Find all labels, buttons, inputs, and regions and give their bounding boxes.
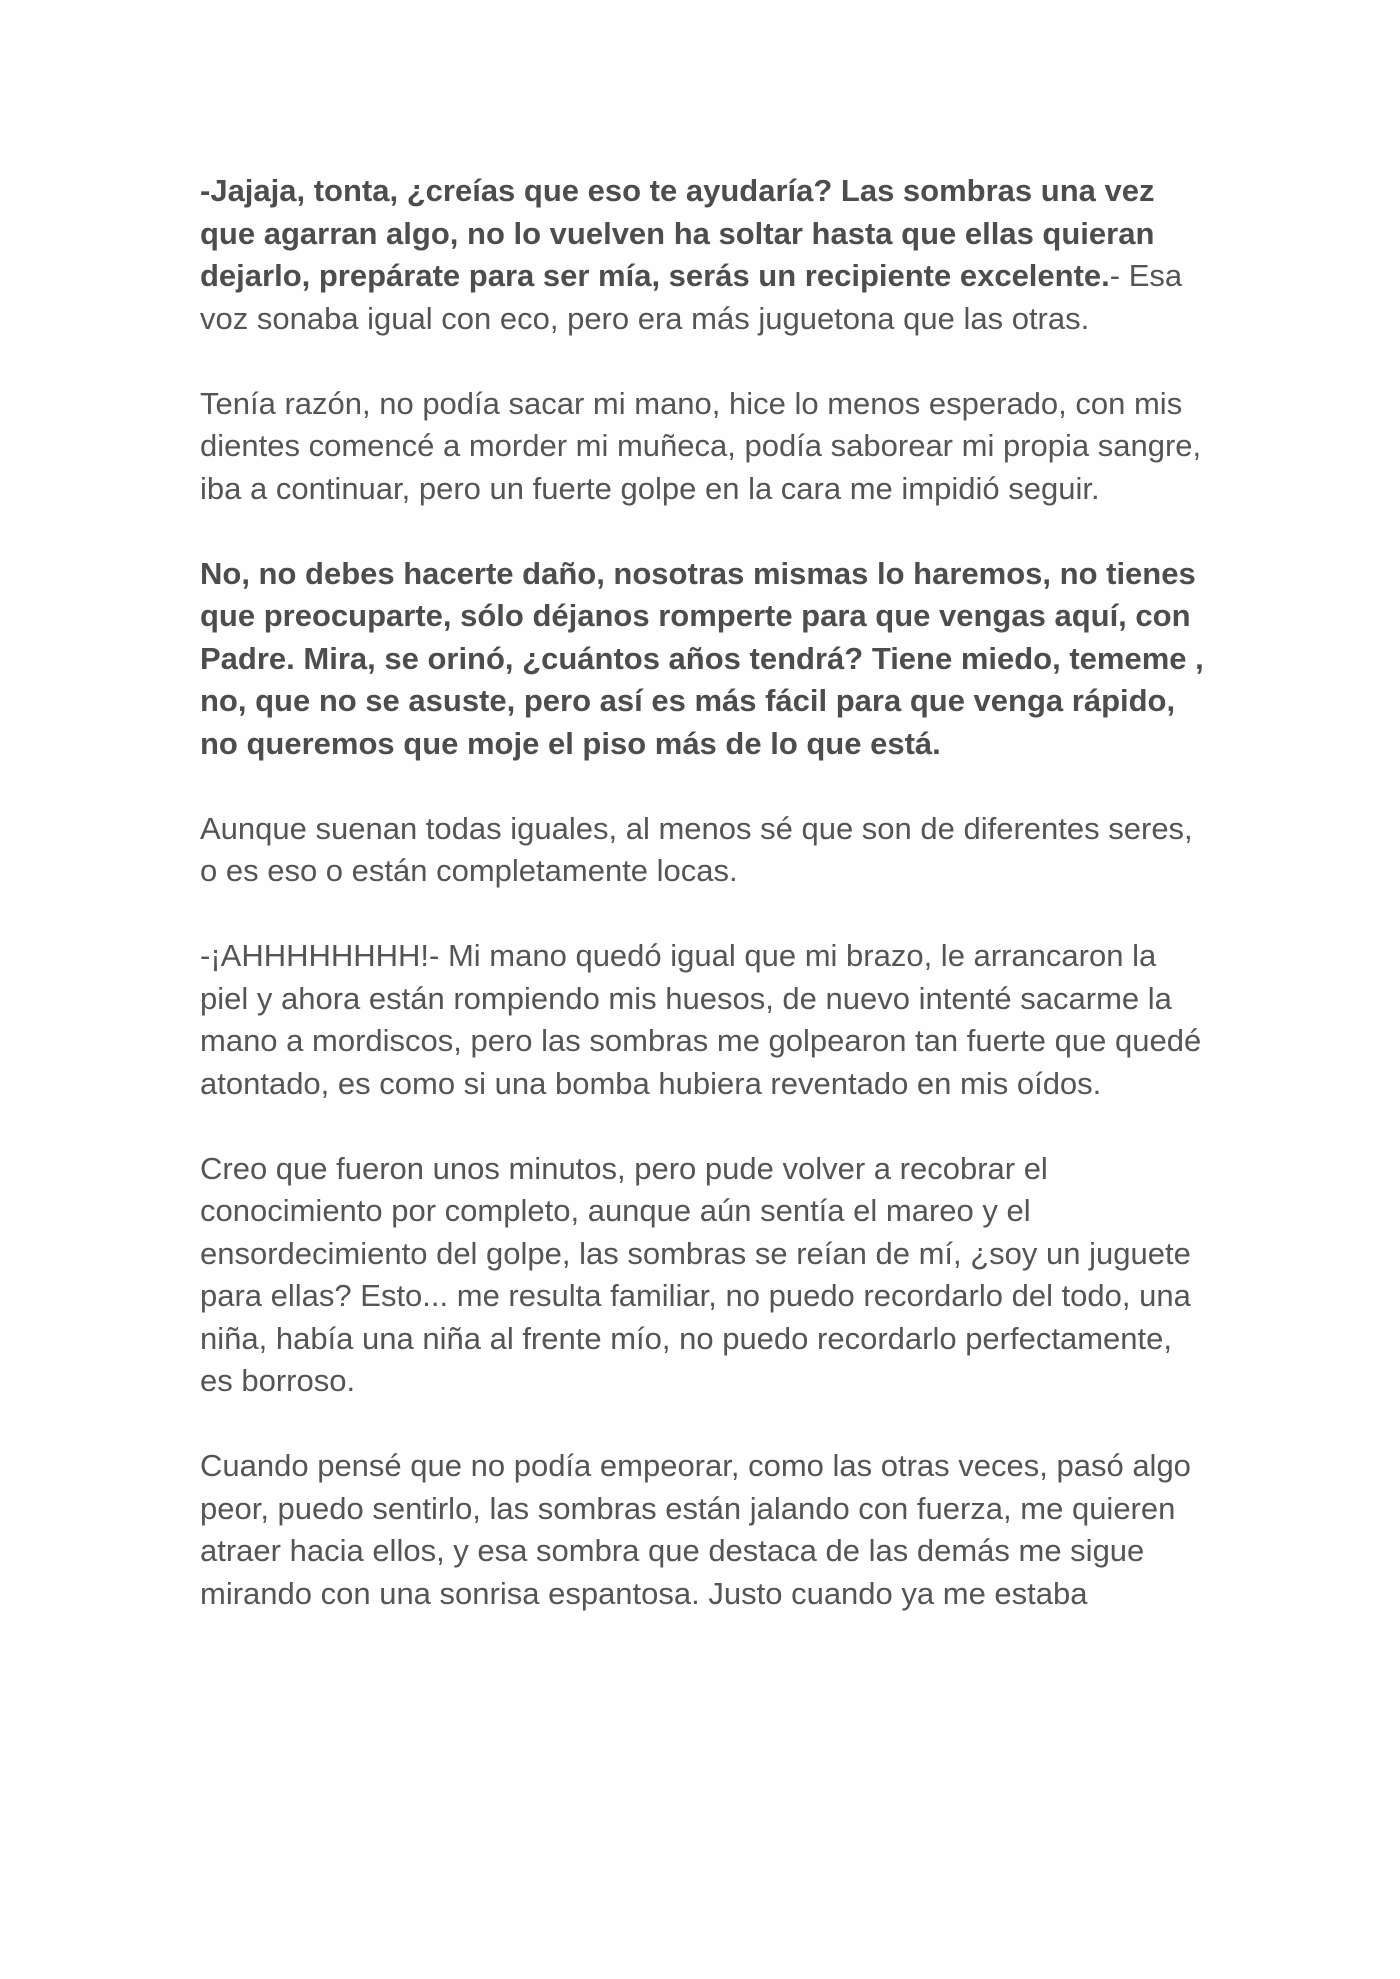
- paragraph-4: Aunque suenan todas iguales, al menos sé que son de diferentes seres, o es eso o están completamente locas.: [200, 810, 1193, 888]
- paragraph-2: Tenía razón, no podía sacar mi mano, hice lo menos esperado, con mis dientes comencé a morder mi muñeca, podía saborear mi propia sangre, iba a continuar, pero un fuerte golpe en la cara me impidió seguir.: [200, 385, 1202, 506]
- paragraph-3: No, no debes hacerte daño, nosotras mismas lo haremos, no tienes que preocuparte, sólo déjanos romperte para que vengas aquí, con Padre. Mira, se orinó, ¿cuántos años tendrá? Tiene miedo, tememe , no, que no se asuste, pero así es más fácil para que venga rápido, no queremos que moje el piso más de lo que está.: [200, 555, 1204, 761]
- paragraph-5: -¡AHHHHHHHH!- Mi mano quedó igual que mi brazo, le arrancaron la piel y ahora están rompiendo mis huesos, de nuevo intenté sacarme la mano a mordiscos, pero las sombras me golpearon tan fuerte que quedé atontado, es como si una bomba hubiera reventado en mis oídos.: [200, 938, 1202, 1101]
- paragraph-1-normal: - Esa voz sonaba igual con eco, pero era más juguetona que las otras.: [200, 258, 1183, 336]
- document-body: [200, 170, 1210, 1658]
- paragraph-1: [200, 170, 1210, 340]
- paragraph-6: Creo que fueron unos minutos, pero pude volver a recobrar el conocimiento por completo, aunque aún sentía el mareo y el ensordecimiento del golpe, las sombras se reían de mí, ¿soy un juguete para ellas? Esto... me resulta familiar, no puedo recordarlo del todo, una niña, había una niña al frente mío, no puedo recordarlo perfectamente, es borroso.: [200, 1150, 1191, 1398]
- paragraph-7: Cuando pensé que no podía empeorar, como las otras veces, pasó algo peor, puedo sentirlo, las sombras están jalando con fuerza, me quieren atraer hacia ellos, y esa sombra que destaca de las demás me sigue mirando con una sonrisa espantosa. Justo cuando ya me estaba: [200, 1448, 1191, 1611]
- paragraph-1-bold: -Jajaja, tonta, ¿creías que eso te ayudaría? Las sombras una vez que agarran algo, no lo vuelven ha soltar hasta que ellas quieran dejarlo, prepárate para ser mía, serás un recipiente excelente.: [200, 173, 1155, 293]
